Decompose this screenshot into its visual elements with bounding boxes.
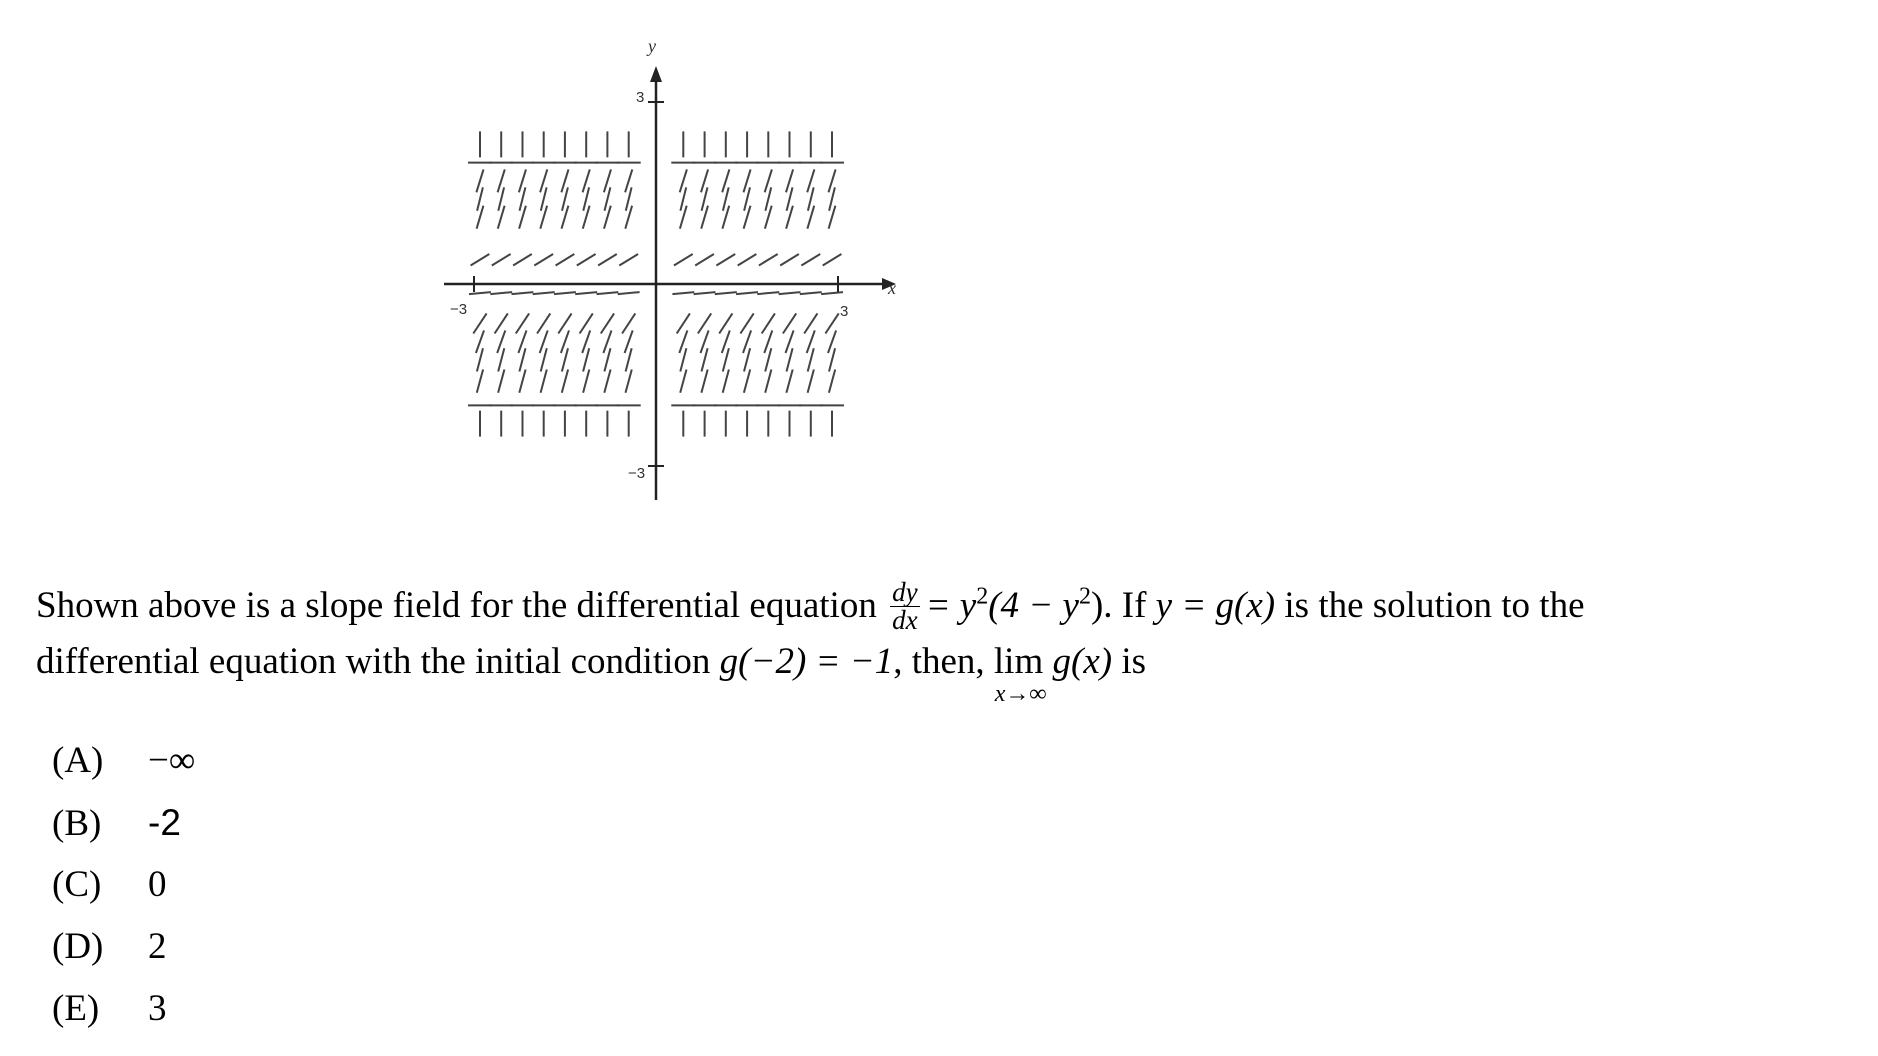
- slope-segment: [583, 370, 589, 393]
- choice-e-letter: (E): [52, 988, 100, 1029]
- slope-segment: [723, 370, 729, 393]
- limit-expression: g(x): [1043, 641, 1113, 682]
- slope-segment: [541, 370, 547, 393]
- slope-segment: [716, 254, 735, 266]
- slope-segment: [498, 370, 504, 393]
- question-intro: Shown above is a slope field for the differential equation: [36, 585, 877, 626]
- slope-segment: [575, 292, 597, 294]
- slope-segment: [804, 313, 817, 333]
- slope-segment: [490, 292, 512, 294]
- slope-segment: [738, 254, 757, 266]
- slope-segment: [598, 254, 617, 266]
- slope-segment: [601, 313, 614, 333]
- question-line-1: [36, 578, 1846, 634]
- slope-segment: [701, 370, 707, 393]
- slope-segment: [680, 348, 686, 371]
- choice-b[interactable]: [52, 792, 195, 854]
- slope-segment: [719, 313, 732, 333]
- slope-segment: [787, 348, 793, 371]
- question-line-2-text: differential equation with the initial condition: [36, 641, 720, 682]
- equation-equals-y: = y: [925, 585, 977, 626]
- choice-b-letter: (B): [52, 803, 102, 844]
- slope-segment: [672, 292, 694, 294]
- exponent-1: 2: [976, 583, 989, 610]
- slope-segment: [801, 254, 820, 266]
- text-if: If: [1112, 585, 1156, 626]
- slope-segment: [562, 370, 568, 393]
- choice-a-letter: (A): [52, 740, 104, 781]
- choice-b-value: -2: [148, 802, 181, 843]
- text-rest-line-1: is the solution to the: [1275, 585, 1585, 626]
- slope-segment: [779, 292, 801, 294]
- tick-label-y-max: 3: [636, 89, 645, 106]
- slope-segment: [519, 370, 525, 393]
- slope-segment: [562, 348, 568, 371]
- tick-label-y-min: −3: [628, 465, 646, 482]
- slope-segment: [577, 254, 596, 266]
- slope-segment: [680, 370, 686, 393]
- slope-segment: [829, 348, 835, 371]
- choice-e[interactable]: [52, 978, 195, 1040]
- slope-segment: [471, 254, 490, 266]
- choice-d-value: 2: [148, 926, 167, 967]
- slope-segment: [626, 348, 632, 371]
- equation-paren: (4 − y: [988, 585, 1079, 626]
- slope-segment: [825, 313, 838, 333]
- slope-field-figure: [430, 30, 910, 510]
- slope-segment: [622, 313, 635, 333]
- slope-segment: [580, 313, 593, 333]
- slope-segment: [823, 254, 842, 266]
- equation-close: ).: [1090, 585, 1113, 626]
- tick-label-x-min: −3: [450, 301, 468, 318]
- fraction-denominator: dx: [892, 605, 918, 635]
- choice-c-letter: (C): [52, 864, 102, 905]
- slope-segment: [558, 313, 571, 333]
- slope-segment: [516, 313, 529, 333]
- slope-segment: [808, 348, 814, 371]
- slope-segment: [744, 370, 750, 393]
- exponent-2: 2: [1078, 583, 1091, 610]
- slope-segment: [808, 370, 814, 393]
- slope-segment: [765, 370, 771, 393]
- slope-segment: [513, 254, 532, 266]
- slope-segment: [723, 348, 729, 371]
- slope-segment: [604, 348, 610, 371]
- slope-segment: [604, 370, 610, 393]
- slope-segment: [534, 254, 553, 266]
- slope-segment: [821, 292, 843, 294]
- slope-segment: [618, 292, 640, 294]
- slope-segment: [765, 348, 771, 371]
- dy-dx-fraction: [890, 579, 919, 634]
- slope-segment: [498, 348, 504, 371]
- slope-segment: [473, 313, 486, 333]
- slope-segment: [554, 292, 576, 294]
- slope-segment: [477, 370, 483, 393]
- slope-segment: [736, 292, 758, 294]
- y-axis-label: y: [648, 36, 656, 56]
- slope-segment: [541, 348, 547, 371]
- slope-segment: [780, 254, 799, 266]
- slope-segment: [492, 254, 511, 266]
- text-is: is: [1112, 641, 1147, 682]
- slope-segment: [533, 292, 555, 294]
- slope-segment: [829, 370, 835, 393]
- slope-segment: [477, 348, 483, 371]
- x-axis-label: x: [888, 278, 896, 298]
- choice-d-letter: (D): [52, 926, 104, 967]
- choice-a[interactable]: [52, 730, 195, 792]
- slope-segment: [783, 313, 796, 333]
- choice-e-value: 3: [148, 988, 167, 1029]
- slope-segment: [597, 292, 619, 294]
- question-text: [36, 577, 1846, 707]
- fraction-numerator: dy: [892, 577, 918, 607]
- slope-segment: [694, 292, 716, 294]
- slope-segment: [715, 292, 737, 294]
- slope-segment: [537, 313, 550, 333]
- slope-segment: [677, 313, 690, 333]
- slope-segment: [762, 313, 775, 333]
- slope-segment: [757, 292, 779, 294]
- slope-segment: [519, 348, 525, 371]
- answer-choices: [52, 730, 195, 1040]
- limit-word: lim: [993, 641, 1044, 682]
- slope-segment: [469, 292, 491, 294]
- question-line-2: [36, 634, 1846, 707]
- slope-segment: [786, 370, 792, 393]
- slope-segment: [740, 313, 753, 333]
- slope-segment: [759, 254, 778, 266]
- slope-segment: [674, 254, 693, 266]
- tick-label-x-max: 3: [840, 303, 849, 320]
- slope-segment: [800, 292, 822, 294]
- slope-segment: [512, 292, 534, 294]
- slope-segment: [495, 313, 508, 333]
- slope-segment: [619, 254, 638, 266]
- choice-d[interactable]: [52, 916, 195, 978]
- y-axis-arrow: [650, 66, 662, 82]
- slope-segment: [556, 254, 575, 266]
- slope-segment: [702, 348, 708, 371]
- text-then: , then,: [893, 641, 994, 682]
- choice-a-value: −∞: [148, 740, 196, 781]
- slope-segment: [583, 348, 589, 371]
- slope-segment: [698, 313, 711, 333]
- choice-c-value: 0: [148, 864, 167, 905]
- slope-segment: [626, 370, 632, 393]
- solution-definition: y = g(x): [1155, 585, 1276, 626]
- slope-segment: [695, 254, 714, 266]
- limit-operator: [993, 634, 1047, 707]
- limit-subscript: x→∞: [994, 681, 1047, 707]
- choice-c[interactable]: [52, 854, 195, 916]
- slope-segment: [744, 348, 750, 371]
- initial-condition: g(−2) = −1: [719, 641, 894, 682]
